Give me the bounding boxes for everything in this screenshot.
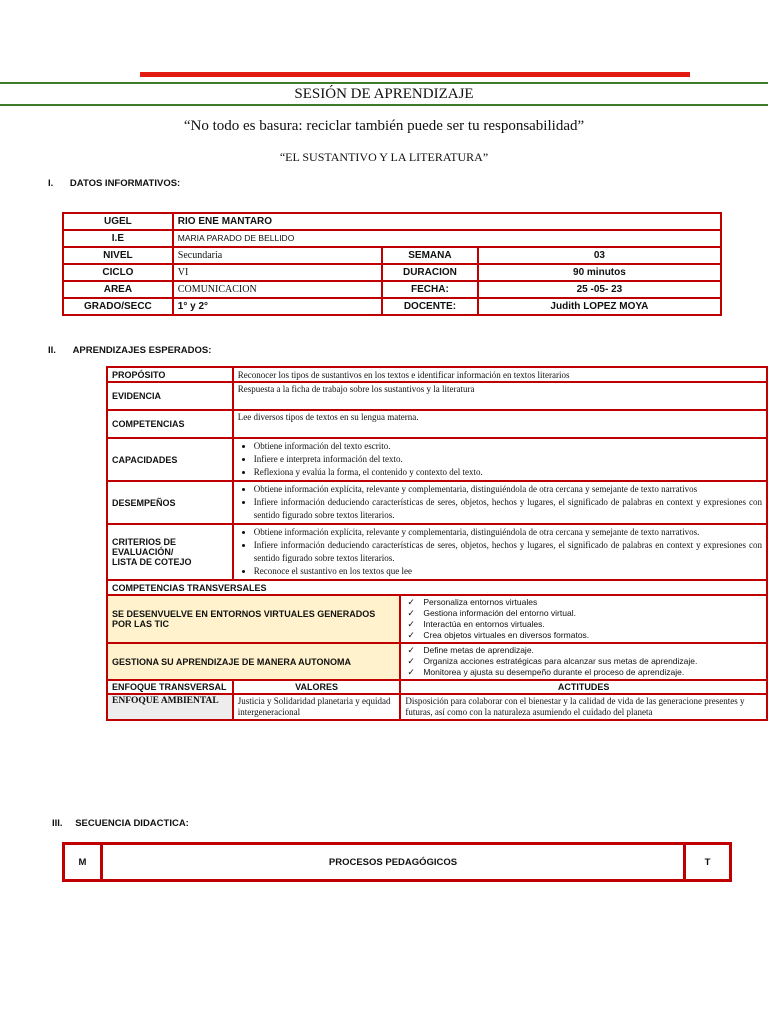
table-row xyxy=(107,524,767,580)
section-2-heading xyxy=(48,345,211,356)
ciclo-value: VI xyxy=(173,264,382,281)
semana-value: 03 xyxy=(478,247,721,264)
area-label: AREA xyxy=(63,281,173,298)
list-item: ✓ Organiza acciones estratégicas para alcanzar sus metas de aprendizaje. xyxy=(423,656,762,667)
green-rule-bottom xyxy=(0,104,768,106)
criterios-label-line: EVALUACIÓN/ xyxy=(112,547,174,557)
list-item: ✓ Gestiona información del entorno virtual. xyxy=(423,608,762,619)
section-3-heading xyxy=(52,818,189,829)
criterios-label xyxy=(107,524,233,580)
valores-header: VALORES xyxy=(233,680,401,694)
table-row xyxy=(63,247,721,264)
evidencia-value: Respuesta a la ficha de trabajo sobre los sustantivos y la literatura xyxy=(233,382,767,410)
green-rule-top xyxy=(0,82,768,84)
duracion-label: DURACION xyxy=(382,264,478,281)
table-row xyxy=(64,844,731,881)
competencias-value: Lee diversos tipos de textos en su lengua materna. xyxy=(233,410,767,438)
criterios-cell xyxy=(233,524,767,580)
grado-label: GRADO/SECC xyxy=(63,298,173,315)
enfoque-value: ENFOQUE AMBIENTAL xyxy=(107,694,233,720)
table-row xyxy=(107,680,767,694)
criterios-label-line: LISTA DE COTEJO xyxy=(112,557,192,567)
list-item: ✓ Personaliza entornos virtuales xyxy=(423,597,762,608)
competencias-label: COMPETENCIAS xyxy=(107,410,233,438)
transversales-label: COMPETENCIAS TRANSVERSALES xyxy=(107,580,767,595)
section-1-number: I. xyxy=(48,178,54,189)
semana-label: SEMANA xyxy=(382,247,478,264)
table-row xyxy=(107,367,767,382)
section-2-title: APRENDIZAJES ESPERADOS: xyxy=(72,345,212,356)
docente-label: DOCENTE: xyxy=(382,298,478,315)
list-item: • Infiere información deduciendo características de seres, objetos, hechos y lugares, el significado de palabras en context y expresiones con sentido figurado sobre textos literarios. xyxy=(254,539,762,565)
enfoque-header: ENFOQUE TRANSVERSAL xyxy=(107,680,233,694)
desempenos-label: DESEMPEÑOS xyxy=(107,481,233,524)
capacidades-cell xyxy=(233,438,767,481)
table-row xyxy=(63,213,721,230)
ie-label: I.E xyxy=(63,230,173,247)
list-item: • Reconoce el sustantivo en los textos que lee xyxy=(254,565,762,578)
grado-value: 1° y 2° xyxy=(173,298,382,315)
section-3-title: SECUENCIA DIDACTICA: xyxy=(75,818,189,829)
ciclo-label: CICLO xyxy=(63,264,173,281)
ugel-value: RIO ENE MANTARO xyxy=(173,213,721,230)
table-row xyxy=(107,382,767,410)
proposito-value: Reconocer los tipos de sustantivos en los textos e identificar información en textos literarios xyxy=(233,367,767,382)
tic-label: SE DESENVUELVE EN ENTORNOS VIRTUALES GENERADOS POR LAS TIC xyxy=(107,595,400,643)
ie-value: MARIA PARADO DE BELLIDO xyxy=(173,230,721,247)
evidencia-label: EVIDENCIA xyxy=(107,382,233,410)
list-item: ✓ Crea objetos virtuales en diversos formatos. xyxy=(423,630,762,641)
table-row xyxy=(63,264,721,281)
section-2-number: II. xyxy=(48,345,56,356)
session-quote: “No todo es basura: reciclar también puede ser tu responsabilidad” xyxy=(183,118,585,134)
table-row xyxy=(107,410,767,438)
red-header-bar xyxy=(140,72,690,77)
list-item: • Obtiene información explícita, relevante y complementaria, distinguiéndola de otra cercana y semejante de texto narrativos. xyxy=(254,526,762,539)
table-row xyxy=(107,595,767,643)
autonoma-cell xyxy=(400,643,767,680)
list-item: ✓ Monitorea y ajusta su desempeño durante el proceso de aprendizaje. xyxy=(423,667,762,678)
list-item: ✓ Define metas de aprendizaje. xyxy=(423,645,762,656)
docente-value: Judith LOPEZ MOYA xyxy=(478,298,721,315)
section-1-title: DATOS INFORMATIVOS: xyxy=(69,178,181,189)
table-row xyxy=(63,281,721,298)
table-row xyxy=(63,298,721,315)
table-row xyxy=(107,438,767,481)
list-item: ✓ Interactúa en entornos virtuales. xyxy=(423,619,762,630)
section-1-heading xyxy=(48,178,180,189)
list-item: • Infiere información deduciendo características de seres, objetos, hechos y lugares, el significado de palabras en context y expresiones con sentido figurado sobre textos literarios. xyxy=(254,496,762,522)
proposito-label: PROPÓSITO xyxy=(107,367,233,382)
section-3-number: III. xyxy=(52,818,63,829)
table-row xyxy=(107,580,767,595)
actitudes-text: Disposición para colaborar con el bienestar y la calidad de vida de las generacione presentes y futuras, así como con la naturaleza asumiendo el cuidado del planeta xyxy=(405,696,745,717)
list-item: • Obtiene información explícita, relevante y complementaria, distinguiéndola de otra cercana y semejante de texto narrativos xyxy=(254,483,762,496)
actitudes-value xyxy=(400,694,767,720)
tiempo-header: T xyxy=(685,844,731,881)
list-item: • Obtiene información del texto escrito. xyxy=(254,440,762,453)
list-item: • Reflexiona y evalúa la forma, el contenido y contexto del texto. xyxy=(254,466,762,479)
table-row xyxy=(107,481,767,524)
fecha-label: FECHA: xyxy=(382,281,478,298)
table-row xyxy=(107,643,767,680)
duracion-value: 90 minutos xyxy=(478,264,721,281)
datos-informativos-table xyxy=(62,212,722,316)
fecha-value: 25 -05- 23 xyxy=(478,281,721,298)
valores-value: Justicia y Solidaridad planetaria y equidad intergeneracional xyxy=(233,694,401,720)
nivel-value: Secundaria xyxy=(173,247,382,264)
capacidades-label: CAPACIDADES xyxy=(107,438,233,481)
page-title: SESIÓN DE APRENDIZAJE xyxy=(294,86,474,102)
list-item: • Infiere e interpreta información del texto. xyxy=(254,453,762,466)
tic-cell xyxy=(400,595,767,643)
secuencia-table xyxy=(62,842,732,882)
autonoma-label: GESTIONA SU APRENDIZAJE DE MANERA AUTONOMA xyxy=(107,643,400,680)
nivel-label: NIVEL xyxy=(63,247,173,264)
ugel-label: UGEL xyxy=(63,213,173,230)
momento-header: M xyxy=(64,844,102,881)
criterios-label-line: CRITERIOS DE xyxy=(112,537,177,547)
actitudes-header: ACTITUDES xyxy=(400,680,767,694)
table-row xyxy=(107,694,767,720)
area-value: COMUNICACION xyxy=(173,281,382,298)
procesos-header: PROCESOS PEDAGÓGICOS xyxy=(101,844,684,881)
table-row xyxy=(63,230,721,247)
aprendizajes-table xyxy=(106,366,768,721)
session-subtitle: “EL SUSTANTIVO Y LA LITERATURA” xyxy=(279,150,489,164)
desempenos-cell xyxy=(233,481,767,524)
